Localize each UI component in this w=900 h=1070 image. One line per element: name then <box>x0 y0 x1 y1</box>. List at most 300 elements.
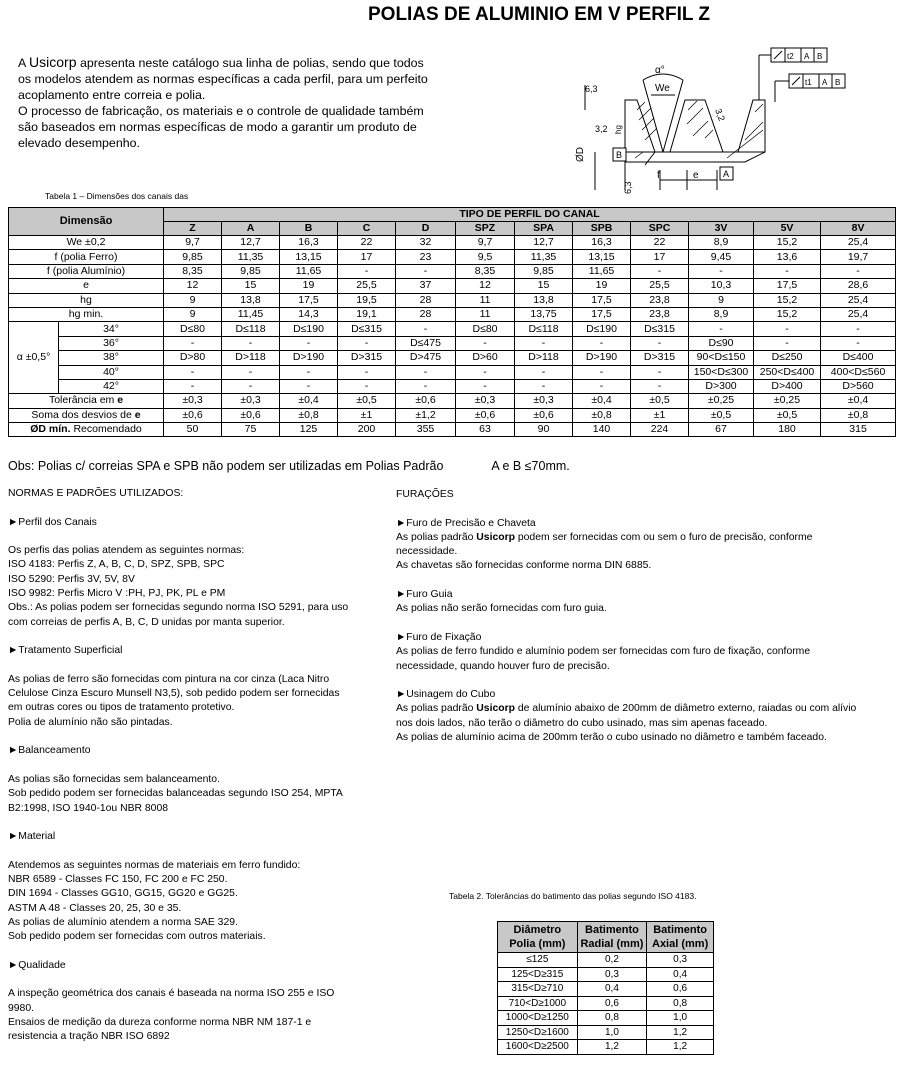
table-cell: D≤315 <box>338 322 396 336</box>
table-cell: 0,6 <box>647 982 714 997</box>
hub-machining-line2: nos dois lados, não terão o diâmetro do cubo usinado, mas sim apenas faceado. <box>396 717 768 729</box>
frame2-datum-b: B <box>835 78 841 87</box>
table-cell: 1,2 <box>647 1040 714 1055</box>
quality-text-line: 9980. <box>8 1002 35 1014</box>
table-cell: 1250<D≥1600 <box>498 1025 578 1040</box>
hub-machining-line3: As polias de alumínio acima de 200mm terão o cubo usinado no diâmetro e também faceado. <box>396 732 827 744</box>
table-cell: 1,2 <box>577 1040 647 1055</box>
table-cell: 75 <box>222 423 280 437</box>
table-row <box>9 322 896 336</box>
material-text-line: As polias de alumínio atendem a norma SAE 329. <box>8 916 238 928</box>
precision-bore-line1 <box>396 531 896 545</box>
table-cell: ±0,5 <box>754 408 821 422</box>
table-cell: - <box>456 365 515 379</box>
diameter-label: ØD <box>575 147 586 162</box>
table-cell: 180 <box>754 423 821 437</box>
datum-b: B <box>616 150 623 160</box>
table-row <box>498 922 714 953</box>
table-cell: 14,3 <box>280 307 338 321</box>
table-cell: 8,35 <box>164 264 222 278</box>
table-cell: - <box>573 379 631 393</box>
table-cell: ±0,25 <box>754 394 821 408</box>
table-row <box>9 365 896 379</box>
column-header <box>498 922 578 953</box>
table-cell: ±0,6 <box>222 408 280 422</box>
table-cell: 11,65 <box>573 264 631 278</box>
table-cell: - <box>515 379 573 393</box>
column-header <box>577 922 647 953</box>
table-cell: 11 <box>456 293 515 307</box>
table-cell: 23,8 <box>631 293 689 307</box>
roughness-4: 6,3 <box>623 181 633 194</box>
profile-heading: ►Perfil dos Canais <box>8 516 97 528</box>
table-cell: 15,2 <box>754 293 821 307</box>
frame2-datum-a: A <box>822 78 828 87</box>
angle-label: 36° <box>59 336 164 350</box>
row-label: f (polia Alumínio) <box>9 264 164 278</box>
table-cell: 400<D≤560 <box>821 365 896 379</box>
table-cell: - <box>821 336 896 350</box>
table-cell: D≤80 <box>164 322 222 336</box>
table-row <box>9 250 896 264</box>
precision-bore-line2: necessidade. <box>396 546 458 558</box>
table-cell: 8,9 <box>689 307 754 321</box>
frame2-tol: t1 <box>805 78 812 87</box>
table-cell: 17,5 <box>754 279 821 293</box>
table-cell: ±1,2 <box>396 408 456 422</box>
table-cell: - <box>280 379 338 393</box>
table-row <box>498 982 714 997</box>
table-cell: 15,2 <box>754 236 821 250</box>
angle-label: 42° <box>59 379 164 393</box>
brand-name: Usicorp <box>476 531 515 543</box>
table-cell: 12,7 <box>515 236 573 250</box>
table-row <box>9 379 896 393</box>
table-cell: - <box>164 379 222 393</box>
table-cell: D≤190 <box>280 322 338 336</box>
table-cell: - <box>573 365 631 379</box>
table-cell: - <box>631 365 689 379</box>
fixing-bore-line1: As polias de ferro fundido e alumínio podem ser fornecidas com furo de fixação, conforme <box>396 646 811 658</box>
table-row <box>498 953 714 968</box>
table-cell: 25,4 <box>821 293 896 307</box>
table-cell: - <box>396 322 456 336</box>
profile-header: SPZ <box>456 222 515 236</box>
table-cell: 19,1 <box>338 307 396 321</box>
table-cell: ±0,25 <box>689 394 754 408</box>
table-cell: 50 <box>164 423 222 437</box>
balancing-text-line: As polias são fornecidas sem balanceamento. <box>8 773 220 785</box>
table-cell: 11 <box>456 307 515 321</box>
surface-treatment-text-line: As polias de ferro são fornecidas com pintura na cor cinza (Laca Nitro <box>8 673 330 685</box>
standards-heading: NORMAS E PADRÕES UTILIZADOS: <box>8 488 184 499</box>
table-row <box>9 336 896 350</box>
table-cell: 9,45 <box>689 250 754 264</box>
profile-header: C <box>338 222 396 236</box>
precision-bore-line3: As chavetas são fornecidas conforme norma DIN 6885. <box>396 560 652 572</box>
fixing-bore-heading: ►Furo de Fixação <box>396 631 482 643</box>
table-cell: 28,6 <box>821 279 896 293</box>
table-cell: 25,5 <box>338 279 396 293</box>
table-cell: 0,4 <box>647 967 714 982</box>
table-cell: 11,45 <box>222 307 280 321</box>
alpha-label: α° <box>655 65 665 76</box>
table-cell: 10,3 <box>689 279 754 293</box>
profile-text-line: ISO 5290: Perfis 3V, 5V, 8V <box>8 573 135 585</box>
material-text-line: NBR 6589 - Classes FC 150, FC 200 e FC 250. <box>8 874 228 886</box>
table-row <box>9 279 896 293</box>
material-text-line: Atendemos as seguintes normas de materiais em ferro fundido: <box>8 859 301 871</box>
table-cell: ±0,8 <box>573 408 631 422</box>
roughness-3: 3,2 <box>713 107 727 123</box>
table2-caption: Tabela 2. Tolerâncias do batimento das polias segundo ISO 4183. <box>449 891 697 901</box>
e-dimension-label: e <box>693 170 699 181</box>
table-row <box>498 996 714 1011</box>
quality-text-line: A inspeção geométrica dos canais é baseada na norma ISO 255 e ISO <box>8 988 335 1000</box>
table-cell: ±0,3 <box>515 394 573 408</box>
table-cell: 1600<D≥2500 <box>498 1040 578 1055</box>
table-cell: 22 <box>631 236 689 250</box>
alpha-label: α ±0,5° <box>9 322 59 394</box>
table-cell: 32 <box>396 236 456 250</box>
column-header-line: Radial (mm) <box>580 938 644 950</box>
angle-label: 34° <box>59 322 164 336</box>
row-label <box>9 394 164 408</box>
quality-text <box>8 987 378 1044</box>
table-cell: - <box>754 264 821 278</box>
table-cell: D>60 <box>456 351 515 365</box>
table-cell: ±0,3 <box>222 394 280 408</box>
row-label <box>9 408 164 422</box>
table-cell: 0,6 <box>577 996 647 1011</box>
table-cell: 11,35 <box>515 250 573 264</box>
table-cell: 125<D≥315 <box>498 967 578 982</box>
table-cell: 9,85 <box>222 264 280 278</box>
brand-name: Usicorp <box>476 703 515 715</box>
table-cell: D≤250 <box>754 351 821 365</box>
table-cell: 355 <box>396 423 456 437</box>
profile-text-line: Obs.: As polias podem ser fornecidas segundo norma ISO 5291, para uso <box>8 602 349 614</box>
table-row <box>9 351 896 365</box>
material-text-line: ASTM A 48 - Classes 20, 25, 30 e 35. <box>8 902 182 914</box>
hub-machining-pre: As polias padrão <box>396 703 477 715</box>
table-row <box>498 1011 714 1026</box>
table-cell: D>475 <box>396 351 456 365</box>
balancing-text <box>8 773 378 816</box>
pulley-groove-diagram <box>575 40 865 196</box>
hg-label: hg <box>614 125 623 134</box>
table-row <box>498 967 714 982</box>
column-header-line: Batimento <box>653 924 708 936</box>
table-cell: D>190 <box>280 351 338 365</box>
table-cell: - <box>222 379 280 393</box>
table-cell: - <box>396 264 456 278</box>
table-cell: 12,7 <box>222 236 280 250</box>
table-cell: 140 <box>573 423 631 437</box>
table-row <box>9 264 896 278</box>
quality-text-line: Ensaios de medição da dureza conforme norma NBR NM 187-1 e <box>8 1016 312 1028</box>
table-cell: 11,35 <box>222 250 280 264</box>
table-cell: D>190 <box>573 351 631 365</box>
table-cell: 9,7 <box>456 236 515 250</box>
table-cell: - <box>396 365 456 379</box>
table-cell: 1000<D≥1250 <box>498 1011 578 1026</box>
table-cell: D≤90 <box>689 336 754 350</box>
table1-caption: Tabela 1 – Dimensões dos canais das <box>45 191 189 201</box>
table-cell: 12 <box>456 279 515 293</box>
row-label: hg <box>9 293 164 307</box>
material-text <box>8 859 378 945</box>
intro-text-1: apresenta neste catálogo sua linha de polias, sendo que todos os modelos atendem as normas específicas a cada perfil, para um perfeito acoplamento entre correia e polia. <box>18 56 428 102</box>
table-row <box>9 394 896 408</box>
table-cell: - <box>338 365 396 379</box>
table-row <box>9 423 896 437</box>
profile-text-line: com correias de perfis A, B, C, D unidas por manta superior. <box>8 616 285 628</box>
table-cell: 9,85 <box>515 264 573 278</box>
runout-tolerance-table <box>497 921 714 1055</box>
table-cell: - <box>280 365 338 379</box>
table-cell: 315 <box>821 423 896 437</box>
table-cell: - <box>631 336 689 350</box>
table-cell: - <box>689 322 754 336</box>
table-cell: 11,65 <box>280 264 338 278</box>
intro-paragraph <box>18 54 428 151</box>
column-header-line: Axial (mm) <box>652 938 709 950</box>
table-cell: ±0,5 <box>338 394 396 408</box>
table-cell: - <box>573 336 631 350</box>
table-cell: 15,2 <box>754 307 821 321</box>
precision-bore-post: podem ser fornecidas com ou sem o furo de precisão, conforme <box>514 531 813 543</box>
table-cell: ±0,5 <box>631 394 689 408</box>
table-cell: 9 <box>164 293 222 307</box>
table-cell: 12 <box>164 279 222 293</box>
table-cell: 125 <box>280 423 338 437</box>
table-cell: 67 <box>689 423 754 437</box>
table-cell: D≤315 <box>631 322 689 336</box>
brand-name: Usicorp <box>29 54 77 70</box>
table-row <box>9 293 896 307</box>
table-cell: - <box>754 322 821 336</box>
table-cell: ±0,6 <box>164 408 222 422</box>
table-cell: - <box>280 336 338 350</box>
row-label: We ±0,2 <box>9 236 164 250</box>
table-cell: 0,3 <box>647 953 714 968</box>
precision-bore-pre: As polias padrão <box>396 531 477 543</box>
table-cell: - <box>631 379 689 393</box>
profile-header: 5V <box>754 222 821 236</box>
table-cell: - <box>338 264 396 278</box>
table-cell: 9,85 <box>164 250 222 264</box>
table-cell: 17,5 <box>280 293 338 307</box>
table-cell: 17 <box>338 250 396 264</box>
hub-machining-post: de alumínio abaixo de 200mm de diâmetro externo, raiadas ou com alívio <box>514 703 857 715</box>
material-text-line: DIN 1694 - Classes GG10, GG15, GG20 e GG25. <box>8 888 238 900</box>
table-cell: ±0,6 <box>515 408 573 422</box>
table-cell: 22 <box>338 236 396 250</box>
profile-header: B <box>280 222 338 236</box>
table-cell: ±0,3 <box>456 394 515 408</box>
profile-text <box>8 544 378 630</box>
table-cell: 0,4 <box>577 982 647 997</box>
table-cell: - <box>164 365 222 379</box>
table-row <box>498 1040 714 1055</box>
observation-note: Obs: Polias c/ correias SPA e SPB não podem ser utilizadas em Polias Padrão A e B ≤70mm. <box>8 459 570 473</box>
table-cell: 13,15 <box>573 250 631 264</box>
angle-label: 38° <box>59 351 164 365</box>
profile-header: 3V <box>689 222 754 236</box>
page-title: POLIAS DE ALUMINIO EM V PERFIL Z <box>368 4 711 25</box>
intro-a: A <box>18 56 26 70</box>
f-dimension-label: f <box>657 170 660 181</box>
table-cell: 250<D≤400 <box>754 365 821 379</box>
table-cell: 1,0 <box>647 1011 714 1026</box>
column-header-line: Batimento <box>585 924 639 936</box>
table-cell: ±0,4 <box>280 394 338 408</box>
column-header <box>647 922 714 953</box>
table-row <box>498 1025 714 1040</box>
row-label: e <box>9 279 164 293</box>
table-cell: 1,0 <box>577 1025 647 1040</box>
table-cell: 25,4 <box>821 307 896 321</box>
table-cell: D≤80 <box>456 322 515 336</box>
row-label-text: Tolerância em <box>48 394 118 407</box>
table-cell: 1,2 <box>647 1025 714 1040</box>
groove-dimensions-table <box>8 207 896 437</box>
table-cell: 13,75 <box>515 307 573 321</box>
roughness-2: 3,2 <box>595 124 608 134</box>
material-heading: ►Material <box>8 831 56 843</box>
table-cell: 0,8 <box>577 1011 647 1026</box>
table-cell: - <box>396 379 456 393</box>
table-cell: 17,5 <box>573 293 631 307</box>
table-cell: 90<D≤150 <box>689 351 754 365</box>
table-cell: ±0,6 <box>396 394 456 408</box>
table-cell: 8,9 <box>689 236 754 250</box>
bores-section <box>396 488 896 745</box>
balancing-text-line: B2:1998, ISO 1940-1ou NBR 8008 <box>8 802 169 814</box>
roughness-1: 6,3 <box>585 84 598 94</box>
angle-label: 40° <box>59 365 164 379</box>
table-cell: 37 <box>396 279 456 293</box>
profile-text-line: ISO 9982: Perfis Micro V :PH, PJ, PK, PL e PM <box>8 588 226 600</box>
table-cell: 19,7 <box>821 250 896 264</box>
table-cell: 150<D≤300 <box>689 365 754 379</box>
row-label-bold: e <box>117 394 124 407</box>
intro-text-2: O processo de fabricação, os materiais e o controle de qualidade também são baseados em normas específicas de modo a garantir um produto de elevado desempenho. <box>18 104 424 150</box>
table-cell: ±0,6 <box>456 408 515 422</box>
table-cell: 9 <box>164 307 222 321</box>
table-cell: 9,7 <box>164 236 222 250</box>
table-cell: ±1 <box>338 408 396 422</box>
table-cell: D>560 <box>821 379 896 393</box>
table-cell: D>315 <box>338 351 396 365</box>
row-label: hg min. <box>9 307 164 321</box>
table-cell: 710<D≥1000 <box>498 996 578 1011</box>
column-header-line: Diâmetro <box>513 924 562 936</box>
surface-treatment-text-line: Polia de alumínio não são pintadas. <box>8 716 173 728</box>
profile-header: A <box>222 222 280 236</box>
table-cell: - <box>222 365 280 379</box>
table-cell: 16,3 <box>573 236 631 250</box>
table-cell: 9,5 <box>456 250 515 264</box>
row-label: f (polia Ferro) <box>9 250 164 264</box>
table-cell: ±0,8 <box>280 408 338 422</box>
table-cell: D>80 <box>164 351 222 365</box>
table-cell: ±0,3 <box>164 394 222 408</box>
row-label-text: Recomendado <box>70 423 142 436</box>
table-cell: D>118 <box>222 351 280 365</box>
hub-machining-heading: ►Usinagem do Cubo <box>396 689 496 701</box>
table-cell: ≤125 <box>498 953 578 968</box>
table-row <box>9 408 896 422</box>
table-cell: - <box>821 264 896 278</box>
table-cell: 0,8 <box>647 996 714 1011</box>
datum-a: A <box>723 169 730 179</box>
surface-treatment-heading: ►Tratamento Superficial <box>8 645 123 657</box>
table-cell: 23,8 <box>631 307 689 321</box>
table-cell: D≤475 <box>396 336 456 350</box>
table-cell: - <box>456 336 515 350</box>
frame1-tol: t2 <box>787 52 794 61</box>
fixing-bore-line2: necessidade, quando houver furo de precisão. <box>396 660 610 672</box>
profile-header: D <box>396 222 456 236</box>
guide-bore-line1: As polias não serão fornecidas com furo guia. <box>396 603 607 615</box>
table-cell: 224 <box>631 423 689 437</box>
profile-header: SPB <box>573 222 631 236</box>
table-cell: - <box>689 264 754 278</box>
row-label-bold: ØD mín. <box>30 423 71 436</box>
table-cell: - <box>821 322 896 336</box>
frame1-datum-a: A <box>804 52 810 61</box>
table-cell: 0,3 <box>577 967 647 982</box>
table-cell: ±0,8 <box>821 408 896 422</box>
hub-machining-line1 <box>396 702 896 716</box>
table-cell: 13,6 <box>754 250 821 264</box>
balancing-text-line: Sob pedido podem ser fornecidas balanceadas segundo ISO 254, MPTA <box>8 788 343 800</box>
quality-text-line: resistencia a tração NBR ISO 6892 <box>8 1031 170 1043</box>
profile-text-line: ISO 4183: Perfis Z, A, B, C, D, SPZ, SPB, SPC <box>8 559 225 571</box>
table-cell: D>400 <box>754 379 821 393</box>
table-cell: 19,5 <box>338 293 396 307</box>
surface-treatment-text-line: em outras cores ou tipos de tratamento protetivo. <box>8 702 235 714</box>
table-cell: - <box>631 264 689 278</box>
table-cell: 90 <box>515 423 573 437</box>
table-cell: D>118 <box>515 351 573 365</box>
table-cell: 13,8 <box>222 293 280 307</box>
table-cell: D>315 <box>631 351 689 365</box>
table-cell: 28 <box>396 293 456 307</box>
table-cell: 28 <box>396 307 456 321</box>
table-cell: 315<D≥710 <box>498 982 578 997</box>
table-cell: - <box>164 336 222 350</box>
table-cell: 23 <box>396 250 456 264</box>
table-cell: - <box>222 336 280 350</box>
row-label-text: Soma dos desvios de <box>31 408 135 421</box>
table-cell: 19 <box>573 279 631 293</box>
table-cell: D≤118 <box>515 322 573 336</box>
table-cell: - <box>456 379 515 393</box>
table-cell: - <box>515 336 573 350</box>
surface-treatment-text-line: Celulose Cinza Escuro Munsell N3,5), sob pedido podem ser fornecidas <box>8 688 340 700</box>
table-cell: 25,5 <box>631 279 689 293</box>
table-cell: ±0,4 <box>573 394 631 408</box>
profile-text-line: Os perfis das polias atendem as seguintes normas: <box>8 545 245 557</box>
table-cell: 9 <box>689 293 754 307</box>
profile-header: SPA <box>515 222 573 236</box>
table-cell: 63 <box>456 423 515 437</box>
table-row <box>9 208 896 222</box>
table-cell: 8,35 <box>456 264 515 278</box>
